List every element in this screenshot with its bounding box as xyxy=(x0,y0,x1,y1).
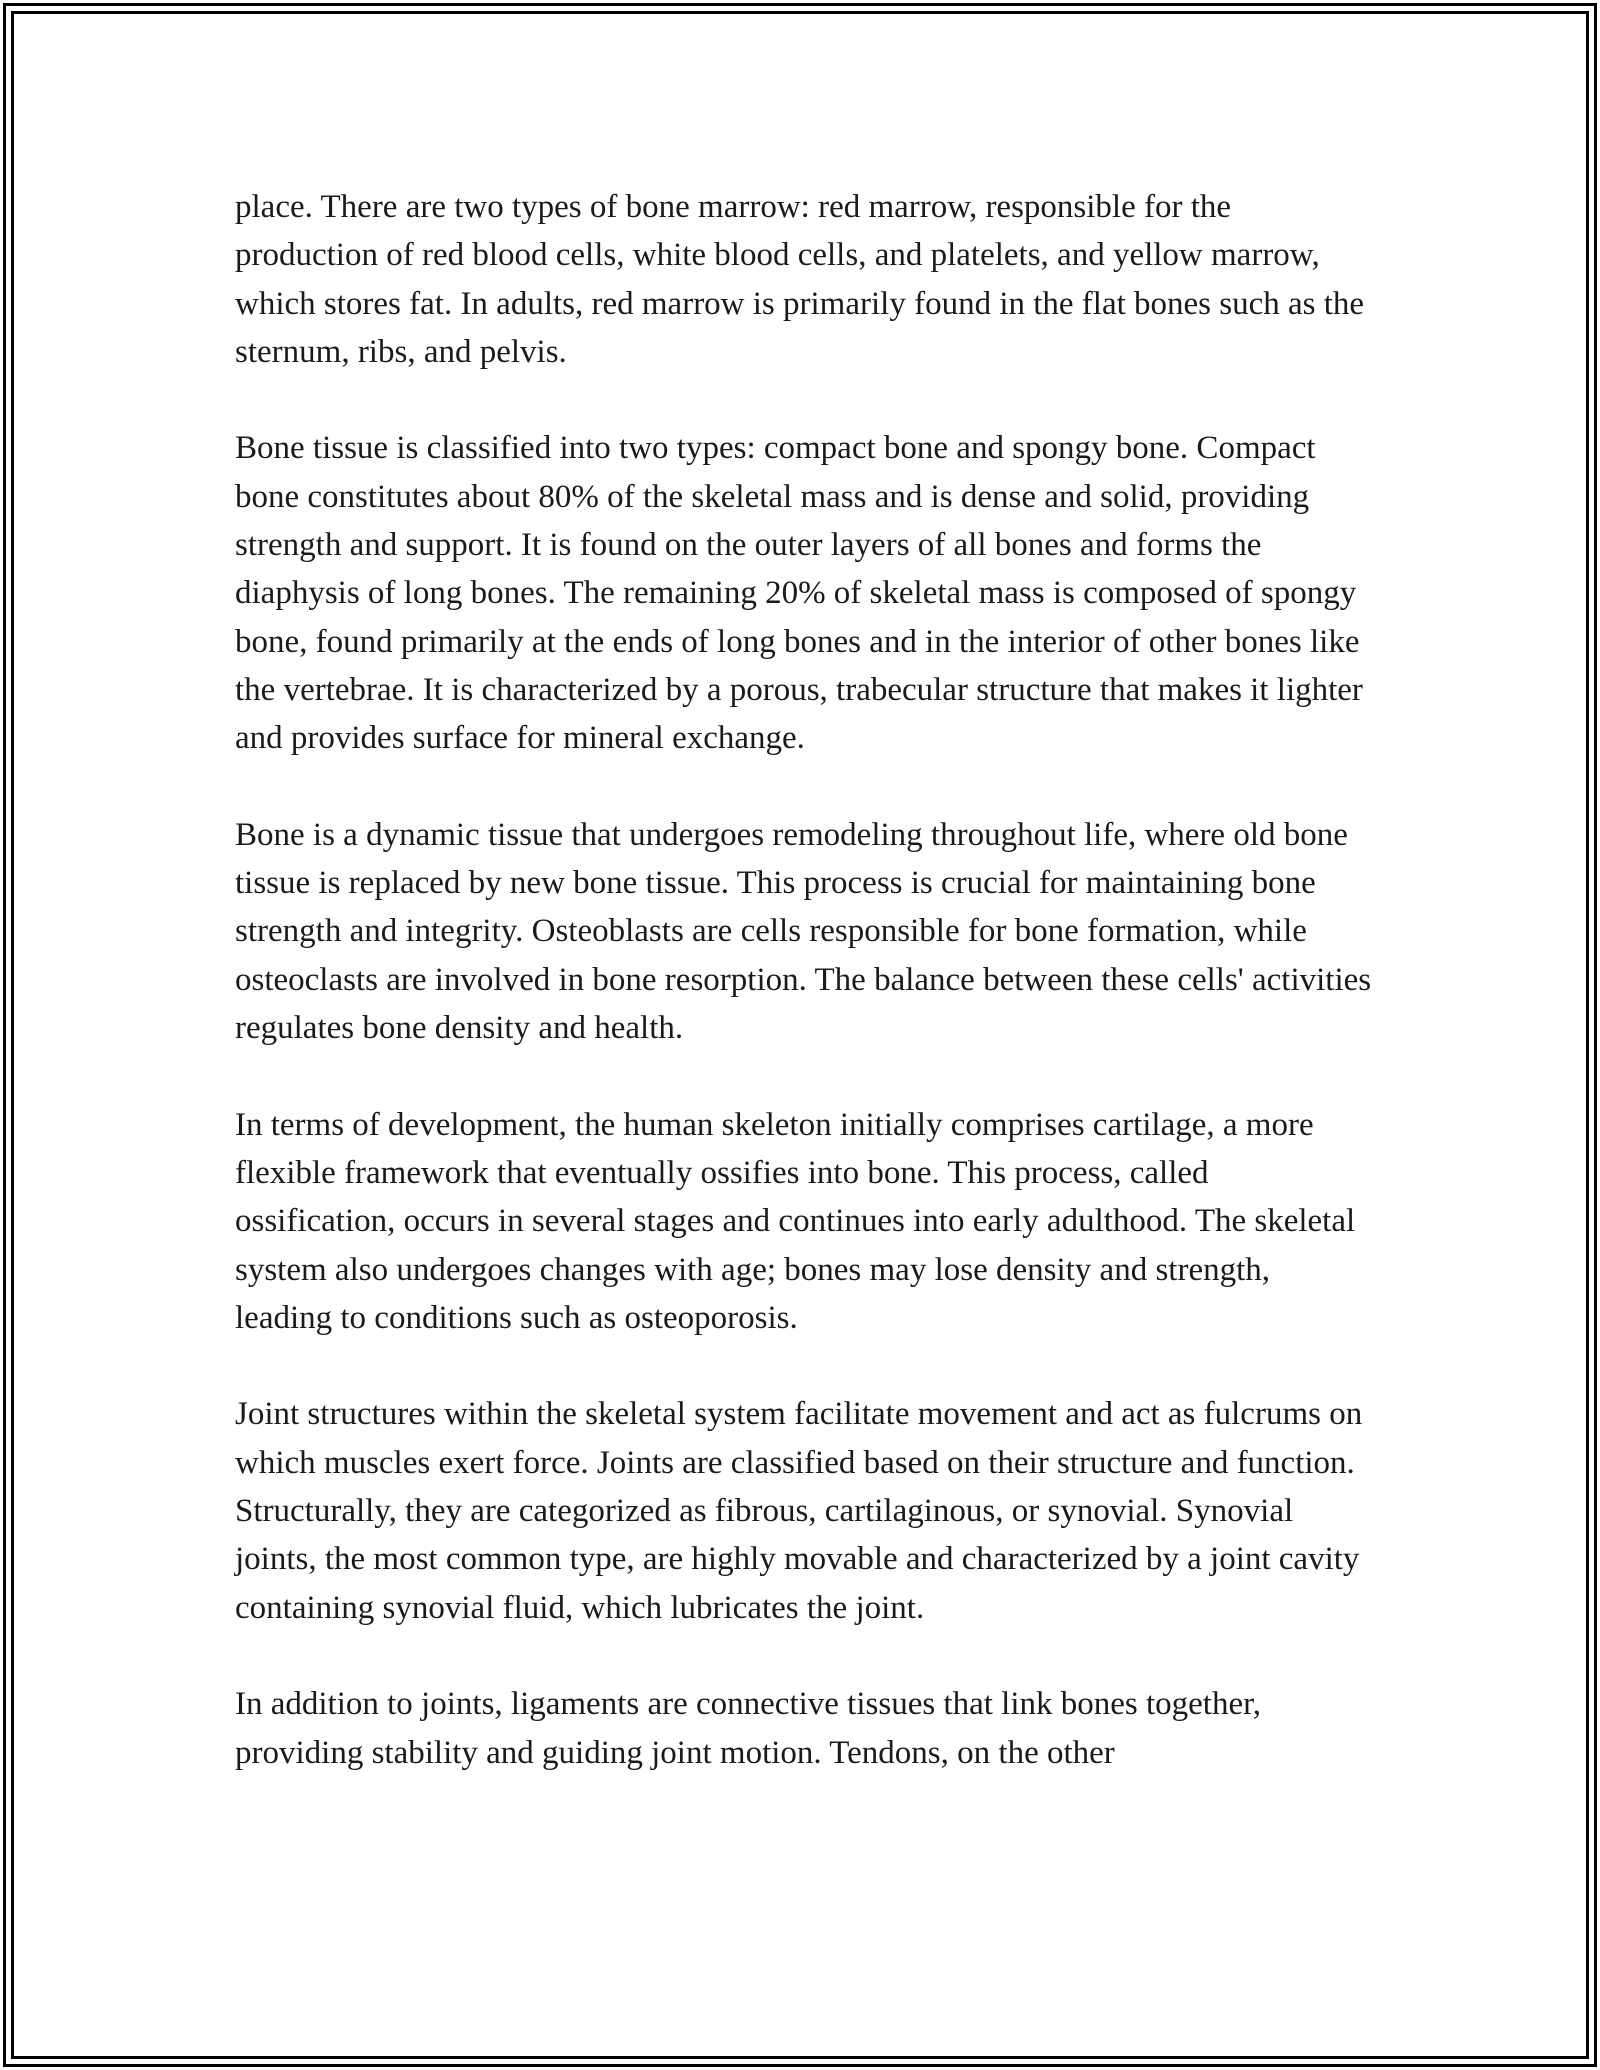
paragraph-bone-marrow: place. There are two types of bone marrow: red marrow, responsible for the production of red blood cells, white blood cells, and platelets, and yellow marrow, which stores fat. In adults, red marrow is primarily found in the flat bones such as the sternum, ribs, and pelvis. xyxy=(235,189,1365,370)
paragraph-development: In terms of development, the human skeleton initially comprises cartilage, a more flexible framework that eventually ossifies into bone. This process, called ossification, occurs in several stages and continues into early adulthood. The skeletal system also undergoes changes with age; bones may lose density and strength, leading to conditions such as osteoporosis. xyxy=(235,1106,1356,1336)
paragraph-joint-structures: Joint structures within the skeletal system facilitate movement and act as fulcrums on which muscles exert force. Joints are classified based on their structure and function. Structurally, they are categorized as fibrous, cartilaginous, or synovial. Synovial joints, the most common type, are highly movable and characterized by a joint cavity containing synovial fluid, which lubricates the joint. xyxy=(235,1396,1363,1626)
document-body xyxy=(235,183,1375,1825)
paragraph-bone-tissue-types: Bone tissue is classified into two types: compact bone and spongy bone. Compact bone constitutes about 80% of the skeletal mass and is dense and solid, providing strength and support. It is found on the outer layers of all bones and forms the diaphysis of long bones. The remaining 20% of skeletal mass is composed of spongy bone, found primarily at the ends of long bones and in the interior of other bones like the vertebrae. It is characterized by a porous, trabecular structure that makes it lighter and provides surface for mineral exchange. xyxy=(235,430,1363,757)
paragraph-bone-remodeling: Bone is a dynamic tissue that undergoes remodeling throughout life, where old bone tissue is replaced by new bone tissue. This process is crucial for maintaining bone strength and integrity. Osteoblasts are cells responsible for bone formation, while osteoclasts are involved in bone resorption. The balance between these cells' activities regulates bone density and health. xyxy=(235,816,1372,1047)
paragraph-ligaments: In addition to joints, ligaments are connective tissues that link bones together, providing stability and guiding joint motion. Tendons, on the other xyxy=(235,1686,1262,1771)
